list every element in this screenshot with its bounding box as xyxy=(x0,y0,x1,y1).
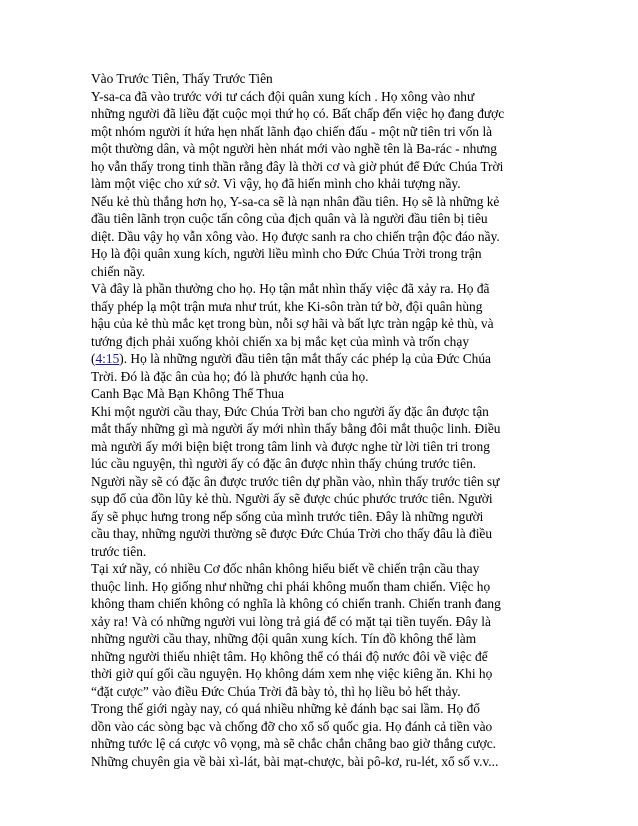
text-line-with-reference xyxy=(91,350,556,368)
text-line: thấy phép lạ một trận mưa như trút, khe Ki-sôn tràn tứ bờ, đội quân hùng xyxy=(91,298,483,314)
text-line: họ vẫn thấy trong tinh thần rằng đây là thời cơ và giờ phút để Đức Chúa Trời xyxy=(91,158,504,174)
text-line: Trời. Đó là đặc ân của họ; đó là phước hạnh của họ. xyxy=(91,368,369,384)
text-line: diệt. Dầu vậy họ vẫn xông vào. Họ được sanh ra cho chiến trận độc đáo nầy. xyxy=(91,228,500,244)
text-line: Khi một người cầu thay, Đức Chúa Trời ban cho người ấy đặc ân được tận xyxy=(91,403,489,419)
text-line: Người nầy sẽ có đặc ân được trước tiên dự phần vào, nhìn thấy trước tiên sự xyxy=(91,473,500,489)
text-line: hậu của kẻ thù mắc kẹt trong bùn, nỗi sợ hãi và bất lực tràn ngập kẻ thù, và xyxy=(91,316,494,331)
text-line: thời giờ quí gối cầu nguyện. Họ không dám xem nhẹ việc kiêng ăn. Khi họ xyxy=(91,666,493,681)
text-line: “đặt cược” vào điều Đức Chúa Trời đã bày tỏ, thì họ liều bỏ hết thảy. xyxy=(91,683,461,699)
document-page xyxy=(91,70,556,770)
text-line: sụp đổ của đồn lũy kẻ thù. Người ấy sẽ được chúc phước trước tiên. Người xyxy=(91,491,493,506)
section-canh-bac xyxy=(91,385,556,770)
text-line: một thường dân, và một người hèn nhát mới vào nghề tên là Ba-rác - nhưng xyxy=(91,141,497,156)
text-line: những tước lệ cá cược vô vọng, mà sẽ chắc chắn chẳng bao giờ thắng cược. xyxy=(91,736,496,751)
text-line: xảy ra! Và có những người vui lòng trả giá để có mặt tại tiền tuyến. Đây là xyxy=(91,613,491,629)
section-heading: Vào Trước Tiên, Thấy Trước Tiên xyxy=(91,71,273,86)
text-line: dồn vào các sòng bạc và chống đỡ cho xổ số quốc gia. Họ đánh cả tiền vào xyxy=(91,718,493,734)
text-line: những người đã liều đặt cuộc mọi thứ họ có. Bất chấp đến việc họ đang được xyxy=(91,106,505,121)
scripture-reference-link[interactable]: 4:15 xyxy=(95,351,120,366)
paragraph xyxy=(91,88,556,193)
text-line: đầu tiên lãnh trọn cuộc tấn công của địch quân và là người đầu tiên bị tiêu xyxy=(91,211,488,226)
text-line: Nếu kẻ thù thắng hơn họ, Y-sa-ca sẽ là nạn nhân đầu tiên. Họ sẽ là những kẻ xyxy=(91,193,500,209)
text-line: mà người ấy mới biện biệt trong tâm linh và được nghe từ lời tiên tri trong xyxy=(91,438,490,454)
reference-tail: ). Họ là những người đầu tiên tận mắt thấy các phép lạ của Đức Chúa xyxy=(119,351,491,366)
text-line: một nhóm người ít hứa hẹn nhất lãnh đạo chiến đấu - một nữ tiên tri vốn là xyxy=(91,123,493,139)
text-line: thuộc linh. Họ giống như những chi phái không muốn tham chiến. Việc họ xyxy=(91,578,491,594)
text-line: Y-sa-ca đã vào trước với tư cách đội quân xung kích . Họ xông vào như xyxy=(91,88,475,104)
text-line: lúc cầu nguyện, thì người ấy có đặc ân được nhìn thấy chúng trước tiên. xyxy=(91,456,477,471)
paragraph xyxy=(91,280,556,385)
text-line: Và đây là phần thưởng cho họ. Họ tận mắt nhìn thấy việc đã xảy ra. Họ đã xyxy=(91,281,490,296)
text-line: Họ là đội quân xung kích, người liều mình cho Đức Chúa Trời trong trận xyxy=(91,246,482,261)
text-line: cầu thay, những người thường sẽ được Đức Chúa Trời cho thấy đâu là điều xyxy=(91,526,493,541)
reference-open: ( xyxy=(91,351,96,366)
text-line: chiến nầy. xyxy=(91,263,146,279)
paragraph xyxy=(91,193,556,281)
paragraph xyxy=(91,700,556,770)
text-line: làm một việc cho xứ sở. Vì vậy, họ đã hiến mình cho khải tượng nầy. xyxy=(91,176,461,191)
section-vao-truoc-tien xyxy=(91,70,556,385)
paragraph xyxy=(91,560,556,700)
text-line: Trong thế giới ngày nay, có quá nhiều những kẻ đánh bạc sai lầm. Họ đổ xyxy=(91,701,480,716)
paragraph xyxy=(91,403,556,561)
text-line: Tại xứ nầy, có nhiều Cơ đốc nhân không hiểu biết về chiến trận cầu thay xyxy=(91,561,480,576)
text-line: những người thiếu nhiệt tâm. Họ không thể có thái độ nước đôi về việc để xyxy=(91,648,488,664)
text-line: không tham chiến không có nghĩa là không có chiến tranh. Chiến tranh đang xyxy=(91,596,501,611)
text-line: những người cầu thay, những đội quân xung kích. Tín đồ không thể làm xyxy=(91,631,477,646)
text-line: trước tiên. xyxy=(91,543,147,559)
section-heading: Canh Bạc Mà Bạn Không Thể Thua xyxy=(91,386,284,401)
text-line: Những chuyên gia về bài xì-lát, bài mạt-chược, bài pô-kơ, ru-lét, xổ số v.v... xyxy=(91,753,499,769)
text-line: tướng địch phải xuống khỏi chiến xa bị mắc kẹt của mình và trốn chạy xyxy=(91,333,470,349)
text-line: ấy sẽ phục hưng trong nếp sống của mình trước tiên. Đây là những người xyxy=(91,508,484,524)
text-line: mắt thấy những gì mà người ấy mới nhìn thấy bằng đôi mắt thuộc linh. Điều xyxy=(91,421,501,436)
